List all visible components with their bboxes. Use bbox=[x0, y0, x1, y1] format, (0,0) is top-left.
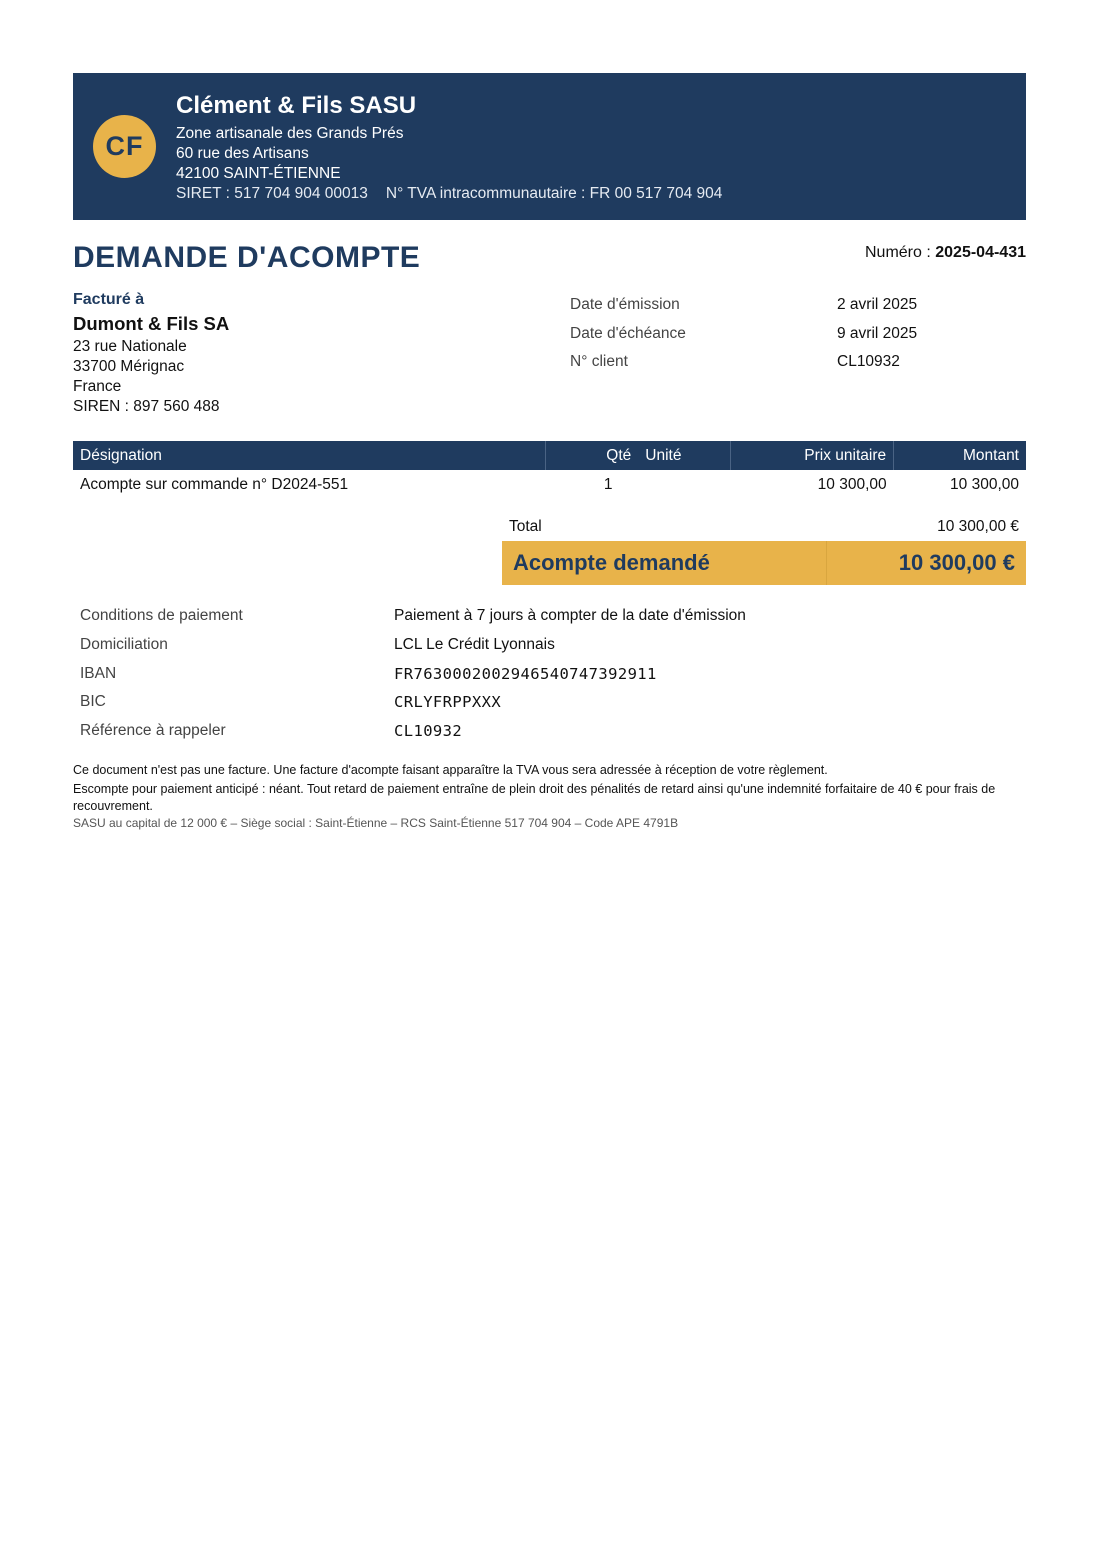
company-info bbox=[176, 91, 722, 204]
company-address-line: Zone artisanale des Grands Prés bbox=[176, 125, 404, 142]
client-address-line: France bbox=[73, 378, 122, 395]
payment-label: Référence à rappeler bbox=[80, 722, 226, 740]
company-logo: CF bbox=[93, 115, 156, 178]
total-label: Total bbox=[509, 518, 542, 535]
footer-notes bbox=[73, 762, 1026, 832]
client-siren: SIREN : 897 560 488 bbox=[73, 398, 220, 415]
payment-info bbox=[73, 602, 1026, 745]
company-name: Clément & Fils SASU bbox=[176, 92, 417, 119]
payment-row-iban bbox=[73, 659, 1026, 688]
total-value: 10 300,00 € bbox=[937, 518, 1019, 535]
meta-value: CL10932 bbox=[837, 353, 900, 371]
client-name: Dumont & Fils SA bbox=[73, 313, 230, 334]
payment-row-bic bbox=[73, 688, 1026, 717]
legal-mentions: SASU au capital de 12 000 € – Siège social : Saint-Étienne – RCS Saint-Étienne 517 704 904 – Code APE 4791B bbox=[73, 816, 679, 830]
payment-row-bank bbox=[73, 631, 1026, 660]
company-address-line: 42100 SAINT-ÉTIENNE bbox=[176, 165, 341, 182]
document-meta bbox=[570, 291, 1026, 377]
bic-value: CRLYFRPPXXX bbox=[394, 693, 502, 712]
document-number bbox=[865, 244, 1026, 262]
invoice-page bbox=[73, 73, 1026, 830]
reference-value: CL10932 bbox=[394, 722, 463, 741]
iban-value: FR7630002002946540747392911 bbox=[394, 664, 657, 683]
document-number-label: Numéro : bbox=[865, 244, 931, 261]
totals-block bbox=[502, 513, 1026, 585]
company-address-line: 60 rue des Artisans bbox=[176, 145, 309, 162]
document-number-value: 2025-04-431 bbox=[935, 244, 1026, 261]
header-amount: Montant bbox=[894, 441, 1026, 470]
note-penalties: Escompte pour paiement anticipé : néant. Tout retard de paiement entraîne de plein droit des pénalités de retard ainsi qu'une indemnité forfaitaire de 40 € pour frais de recouvrement. bbox=[73, 782, 996, 813]
client-address-line: 23 rue Nationale bbox=[73, 338, 187, 355]
payment-label: Domiciliation bbox=[80, 636, 168, 654]
header-unit-price: Prix unitaire bbox=[731, 441, 894, 470]
company-siret: SIRET : 517 704 904 00013 bbox=[176, 185, 368, 202]
amount-due-label: Acompte demandé bbox=[502, 541, 827, 585]
item-designation: Acompte sur commande n° D2024-551 bbox=[80, 475, 349, 493]
item-amount: 10 300,00 bbox=[950, 475, 1019, 493]
payment-label: IBAN bbox=[80, 664, 117, 682]
payment-label: BIC bbox=[80, 693, 106, 711]
meta-label: Date d'émission bbox=[570, 296, 680, 314]
meta-value: 2 avril 2025 bbox=[837, 296, 918, 314]
item-unit-price: 10 300,00 bbox=[817, 475, 887, 493]
payment-value: Paiement à 7 jours à compter de la date d'émission bbox=[394, 607, 746, 625]
company-header bbox=[73, 73, 1026, 220]
meta-row-due-date bbox=[570, 320, 1026, 349]
items-table bbox=[73, 441, 1026, 499]
amount-due-row bbox=[502, 541, 1026, 585]
header-qty: Qté bbox=[545, 441, 638, 470]
company-vat: N° TVA intracommunautaire : FR 00 517 704 904 bbox=[385, 185, 723, 202]
payment-row-conditions bbox=[73, 602, 1026, 631]
table-row bbox=[73, 470, 1026, 499]
client-address-line: 33700 Mérignac bbox=[73, 358, 185, 375]
document-title: DEMANDE D'ACOMPTE bbox=[73, 241, 421, 274]
meta-label: N° client bbox=[570, 353, 628, 371]
company-identifiers bbox=[176, 184, 722, 204]
header-unit: Unité bbox=[638, 441, 730, 470]
items-header-row bbox=[73, 441, 1026, 470]
meta-row-client-number bbox=[570, 348, 1026, 377]
amount-due-value: 10 300,00 € bbox=[898, 550, 1015, 575]
total-row bbox=[502, 513, 1026, 541]
meta-value: 9 avril 2025 bbox=[837, 324, 918, 342]
meta-label: Date d'échéance bbox=[570, 324, 686, 342]
bill-to bbox=[73, 289, 229, 417]
bill-to-label: Facturé à bbox=[73, 291, 145, 308]
item-qty: 1 bbox=[603, 475, 613, 493]
header-designation: Désignation bbox=[73, 441, 545, 470]
payment-value: LCL Le Crédit Lyonnais bbox=[394, 636, 555, 654]
payment-row-reference bbox=[73, 717, 1026, 746]
payment-label: Conditions de paiement bbox=[80, 607, 243, 625]
item-unit bbox=[638, 470, 730, 499]
note-not-invoice: Ce document n'est pas une facture. Une facture d'acompte faisant apparaître la TVA vous sera adressée à réception de votre règlement. bbox=[73, 763, 828, 777]
meta-row-issue-date bbox=[570, 291, 1026, 320]
